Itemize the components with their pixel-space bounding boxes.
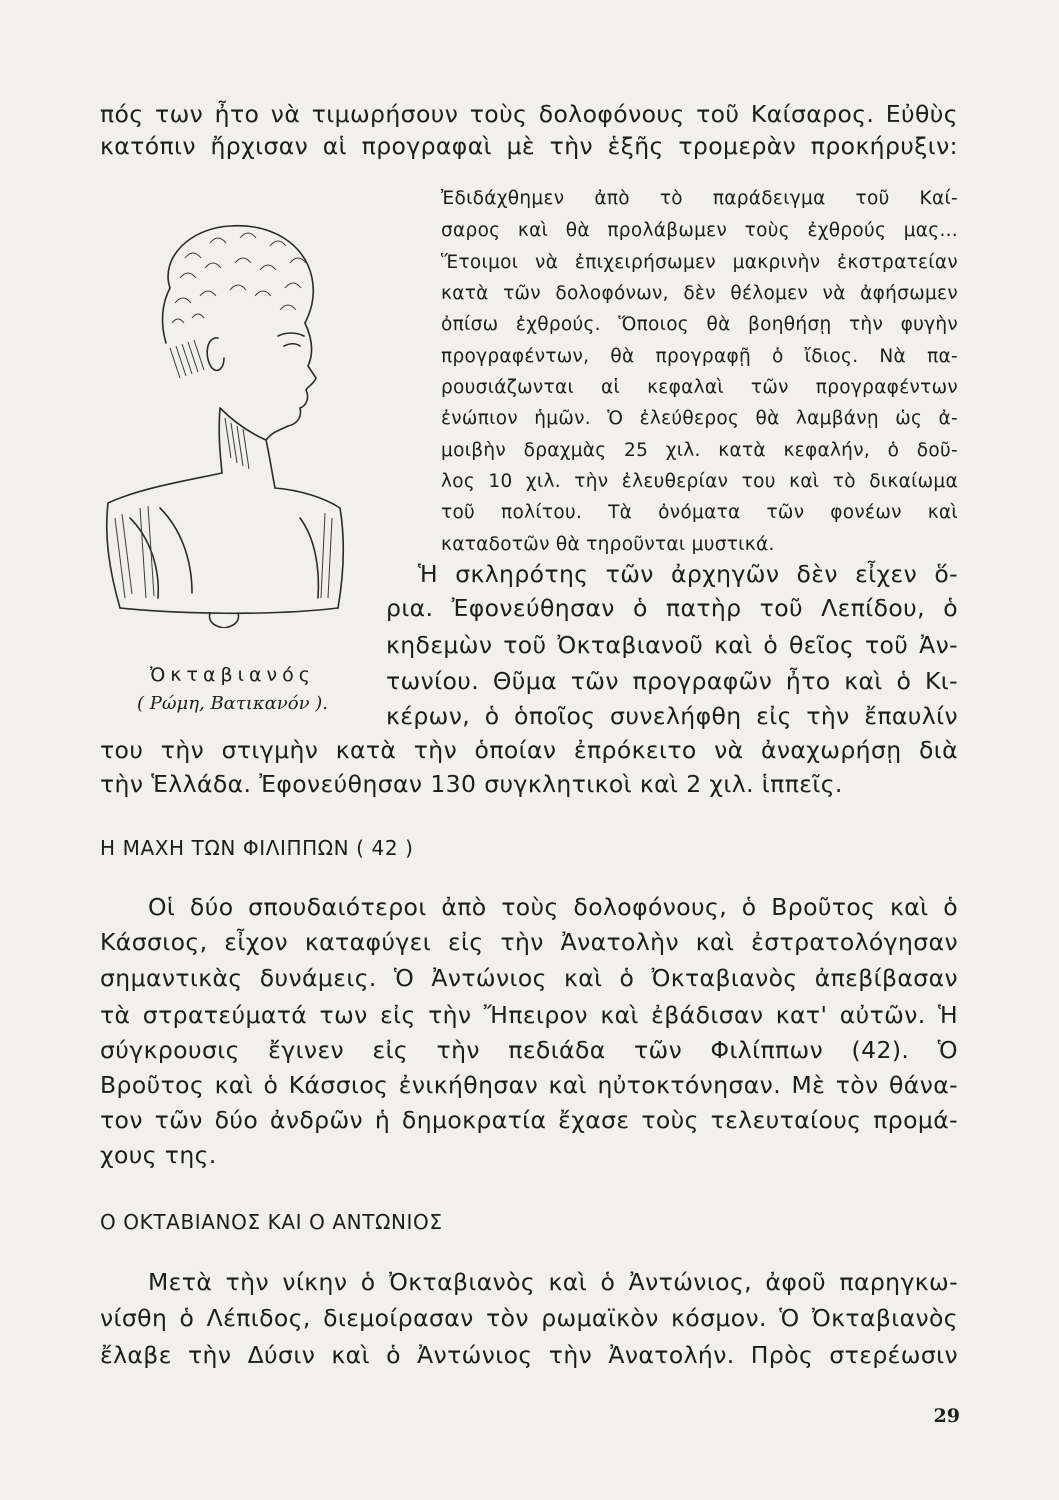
text-line: ἔλαβε τὴν Δύσιν καὶ ὁ Ἀντώνιος τὴν Ἀνατολήν. Πρὸς στερέωσιν [100, 1341, 958, 1369]
quote-line: λος 10 χιλ. τὴν ἐλευθερίαν του καὶ τὸ δικαίωμα [441, 471, 958, 492]
quote-line: κατὰ τῶν δολοφόνων, δὲν θέλομεν νὰ ἀφήσωμεν [441, 283, 958, 304]
text-line: κηδεμὼν τοῦ Ὀκταβιανοῦ καὶ ὁ θεῖος τοῦ Ἀν- [386, 631, 958, 659]
quote-line: Ἐδιδάχθημεν ἀπὸ τὸ παράδειγμα τοῦ Καί- [441, 188, 958, 209]
quote-line: Ἕτοιμοι νὰ ἐπιχειρήσωμεν μακρινὴν ἐκστρατείαν [441, 252, 958, 273]
text-line: τωνίου. Θῦμα τῶν προγραφῶν ἦτο καὶ ὁ Κι- [386, 667, 958, 695]
page-number: 29 [933, 1405, 960, 1427]
section-heading: Ο ΟΚΤΑΒΙΑΝΟΣ ΚΑΙ Ο ΑΝΤΩΝΙΟΣ [100, 1210, 443, 1234]
text-line: Ἡ σκληρότης τῶν ἀρχηγῶν δὲν εἶχεν ὅ- [418, 560, 958, 588]
quote-line: καταδοτῶν θὰ τηροῦνται μυστικά. [441, 534, 775, 555]
section-heading: Η ΜΑΧΗ ΤΩΝ ΦΙΛΙΠΠΩΝ ( 42 ) [100, 836, 414, 860]
quote-line: σαρος καὶ θὰ προλάβωμεν τοὺς ἐχθρούς μας... [441, 220, 958, 241]
text-line: πός των ἦτο νὰ τιμωρήσουν τοὺς δολοφόνους τοῦ Καίσαρος. Εὐθὺς [100, 100, 958, 128]
quote-line: προγραφέντων, θὰ προγραφῇ ὁ ἴδιος. Νὰ πα- [441, 346, 958, 367]
figure-caption-source: ( Ρώμη, Βατικανόν ). [136, 693, 328, 714]
text-line: τον τῶν δύο ἀνδρῶν ἡ δημοκρατία ἔχασε τοὺς τελευταίους προμά- [100, 1106, 958, 1134]
quote-line: ὀπίσω ἐχθρούς. Ὅποιος θὰ βοηθήσῃ τὴν φυγὴν [441, 314, 958, 335]
text-line: Οἱ δύο σπουδαιότεροι ἀπὸ τοὺς δολοφόνους, ὁ Βροῦτος καὶ ὁ [148, 893, 958, 921]
text-line: κατόπιν ἤρχισαν αἱ προγραφαὶ μὲ τὴν ἑξῆς τρομερὰν προκήρυξιν: [100, 132, 958, 160]
quote-line: μοιβὴν δραχμὰς 25 χιλ. κατὰ κεφαλήν, ὁ δοῦ- [441, 440, 958, 461]
quote-line: τοῦ πολίτου. Τὰ ὀνόματα τῶν φονέων καὶ [441, 502, 958, 523]
figure-caption: Ὀκταβιανός [150, 664, 315, 686]
text-line: ρια. Ἐφονεύθησαν ὁ πατὴρ τοῦ Λεπίδου, ὁ [386, 594, 958, 622]
text-line: τὰ στρατεύματά των εἰς τὴν Ἤπειρον καὶ ἐβάδισαν κατ' αὐτῶν. Ἡ [100, 1001, 958, 1029]
text-line: νίσθη ὁ Λέπιδος, διεμοίρασαν τὸν ρωμαϊκὸν κόσμον. Ὁ Ὀκταβιανὸς [100, 1304, 958, 1332]
text-line: σημαντικὰς δυνάμεις. Ὁ Ἀντώνιος καὶ ὁ Ὀκταβιανὸς ἀπεβίβασαν [100, 964, 958, 992]
quote-line: ἐνώπιον ἡμῶν. Ὁ ἐλεύθερος θὰ λαμβάνῃ ὡς ἀ- [441, 408, 958, 429]
text-line: χους της. [100, 1141, 217, 1169]
octavian-bust-illustration [100, 218, 350, 628]
text-line: Κάσσιος, εἶχον καταφύγει εἰς τὴν Ἀνατολὴν καὶ ἐστρατολόγησαν [100, 928, 958, 956]
text-line: σύγκρουσις ἔγινεν εἰς τὴν πεδιάδα τῶν Φιλίππων (42). Ὁ [100, 1036, 958, 1064]
text-line: Βροῦτος καὶ ὁ Κάσσιος ἐνικήθησαν καὶ ηὐτοκτόνησαν. Μὲ τὸν θάνα- [100, 1071, 958, 1099]
text-line: Μετὰ τὴν νίκην ὁ Ὀκταβιανὸς καὶ ὁ Ἀντώνιος, ἀφοῦ παρηγκω- [148, 1268, 958, 1296]
text-line: κέρων, ὁ ὁποῖος συνελήφθη εἰς τὴν ἔπαυλίν [386, 702, 958, 730]
text-line: του τὴν στιγμὴν κατὰ τὴν ὁποίαν ἐπρόκειτο νὰ ἀναχωρήσῃ διὰ [100, 736, 958, 764]
quote-line: ρουσιάζωνται αἱ κεφαλαὶ τῶν προγραφέντων [441, 377, 958, 398]
text-line: τὴν Ἑλλάδα. Ἐφονεύθησαν 130 συγκλητικοὶ καὶ 2 χιλ. ἱππεῖς. [100, 770, 843, 798]
